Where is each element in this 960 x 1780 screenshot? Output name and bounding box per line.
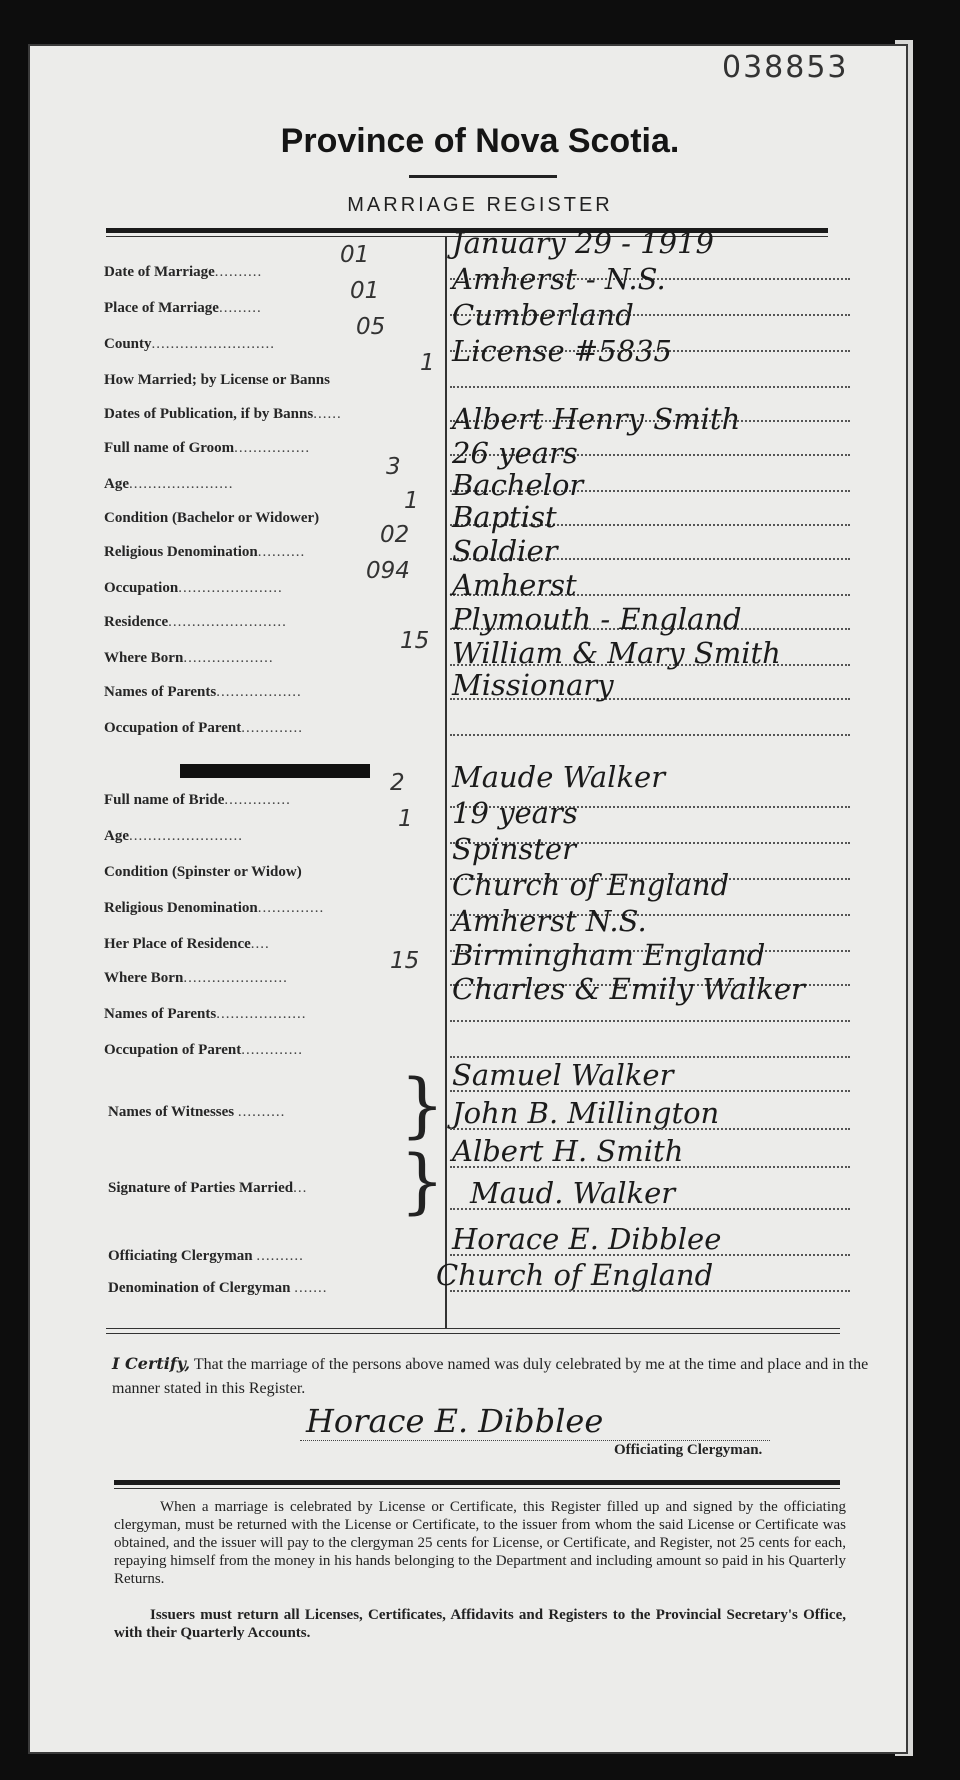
field-code: 1 — [404, 488, 419, 514]
field-label — [104, 650, 274, 667]
field-label — [104, 900, 324, 917]
witness-1: Samuel Walker — [452, 1058, 674, 1092]
field-label — [104, 1006, 306, 1023]
leader-dots: ......... — [218, 300, 262, 316]
field-value: Missionary — [452, 668, 614, 702]
field-label-text: Occupation — [104, 580, 179, 596]
signature-bride: Maud. Walker — [470, 1176, 676, 1210]
leader-dots: ................... — [183, 650, 274, 666]
signature-groom-line — [450, 1166, 850, 1168]
field-value: Plymouth - England — [452, 602, 742, 636]
field-label-text: Full name of Bride — [104, 792, 225, 808]
field-value: Church of England — [452, 868, 730, 902]
field-label — [104, 264, 262, 281]
field-label-text: How Married; by License or Banns — [104, 372, 330, 388]
signatures-brace: } — [400, 1140, 445, 1222]
certify-lead: I Certify, — [112, 1354, 191, 1373]
field-label-text: Names of Parents — [104, 684, 217, 700]
certify-top-rule-2 — [106, 1333, 840, 1334]
field-label — [104, 510, 319, 527]
leader-dots: ................... — [216, 1006, 307, 1022]
field-value: 26 years — [452, 436, 578, 470]
signature-bride-line — [450, 1208, 850, 1210]
serial-number: 038853 — [722, 50, 849, 85]
field-label — [104, 336, 275, 353]
field-value: Bachelor — [452, 468, 584, 502]
field-code: 02 — [380, 522, 410, 548]
witness-2: John B. Millington — [452, 1096, 720, 1130]
field-label — [104, 936, 270, 953]
column-divider — [445, 236, 447, 1328]
field-code: 01 — [350, 278, 380, 304]
field-label-text: Place of Marriage — [104, 300, 219, 316]
page-subtitle: MARRIAGE REGISTER — [347, 194, 613, 216]
field-label — [104, 1042, 303, 1059]
field-code: 3 — [386, 454, 401, 480]
leader-dots: .......... — [257, 544, 306, 560]
field-label-text: Occupation of Parent — [104, 720, 242, 736]
clergy-signature-line — [300, 1440, 770, 1441]
field-label — [104, 720, 303, 737]
officiating-clergyman-value: Horace E. Dibblee — [452, 1222, 722, 1256]
leader-dots: ...................... — [178, 580, 283, 596]
footer-rule — [114, 1480, 840, 1485]
leader-dots: .................. — [216, 684, 302, 700]
field-label — [104, 372, 330, 389]
field-value: Charles & Emily Walker — [452, 972, 805, 1006]
field-label-text: Residence — [104, 614, 169, 630]
clergy-signature-caption: Officiating Clergyman. — [614, 1442, 763, 1458]
signature-groom: Albert H. Smith — [452, 1134, 684, 1168]
field-label — [104, 614, 287, 631]
field-value: Spinster — [452, 832, 576, 866]
clergy-denomination-label: Denomination of Clergyman ....... — [108, 1280, 328, 1296]
leader-dots: ............. — [241, 1042, 303, 1058]
field-label-text: County — [104, 336, 152, 352]
officiating-clergyman-label: Officiating Clergyman .......... — [108, 1248, 304, 1264]
field-label-text: Names of Parents — [104, 1006, 217, 1022]
field-value: Amherst - N.S. — [452, 262, 666, 296]
witnesses-label: Names of Witnesses .......... — [108, 1104, 286, 1120]
field-label-text: Dates of Publication, if by Banns — [104, 406, 314, 422]
field-value: Maude Walker — [452, 760, 666, 794]
field-code: 2 — [390, 770, 405, 796]
redaction-bar — [180, 764, 370, 778]
field-value: Birmingham England — [452, 938, 766, 972]
footer-return-notice: Issuers must return all Licenses, Certificates, Affidavits and Registers to the Provincial Secretary's Office, with their Quarterly Accounts. — [114, 1607, 846, 1641]
field-value: Cumberland — [452, 298, 634, 332]
witness-2-line — [450, 1128, 850, 1130]
field-label-text: Religious Denomination — [104, 900, 258, 916]
field-label — [104, 970, 288, 987]
field-entry-line — [450, 1020, 850, 1022]
field-label — [104, 406, 342, 423]
field-label — [104, 828, 243, 845]
field-label — [104, 864, 302, 881]
leader-dots: ......................... — [168, 614, 287, 630]
field-label — [104, 792, 291, 809]
field-code: 15 — [400, 628, 430, 654]
title-underline — [409, 175, 557, 178]
field-entry-line — [450, 386, 850, 388]
clergy-signature: Horace E. Dibblee — [306, 1402, 604, 1440]
leader-dots: .......................... — [151, 336, 276, 352]
leader-dots: .......... — [214, 264, 263, 280]
field-value: Albert Henry Smith — [452, 402, 741, 436]
field-label — [104, 684, 302, 701]
field-label — [104, 300, 262, 317]
footer-rule-thin — [114, 1488, 840, 1489]
field-value: Amherst — [452, 568, 577, 602]
field-label — [104, 440, 310, 457]
field-label-text: Age — [104, 476, 129, 492]
witness-1-line — [450, 1090, 850, 1092]
field-label — [104, 476, 234, 493]
field-label-text: Condition (Spinster or Widow) — [104, 864, 302, 880]
field-entry-line — [450, 734, 850, 736]
field-label-text: Her Place of Residence — [104, 936, 251, 952]
footer-instructions: When a marriage is celebrated by License or Certificate, this Register filled up and signed by the officiating clergyman, must be returned with the License or Certificate, to the issuer from whom the said License or Certificate was obtained, and the issuer will pay to the clergyman 25 cents for License, or Certificate, and Register, not 25 cents for each, repaying himself from the money in his hands belonging to the Department and including amount so paid in his Quarterly Returns. — [114, 1499, 846, 1587]
field-code: 1 — [398, 806, 413, 832]
field-value: William & Mary Smith — [452, 636, 781, 670]
field-value: License #5835 — [452, 334, 672, 368]
field-code: 1 — [420, 350, 435, 376]
certification-text — [112, 1352, 872, 1401]
leader-dots: ................ — [234, 440, 311, 456]
leader-dots: .............. — [257, 900, 325, 916]
page-title: Province of Nova Scotia. — [280, 122, 680, 160]
field-label-text: Where Born — [104, 970, 184, 986]
field-label-text: Age — [104, 828, 129, 844]
field-value: Baptist — [452, 500, 557, 534]
field-label-text: Full name of Groom — [104, 440, 235, 456]
leader-dots: ...................... — [129, 476, 234, 492]
field-code: 01 — [340, 242, 370, 268]
field-value: Amherst N.S. — [452, 904, 647, 938]
field-label-text: Date of Marriage — [104, 264, 215, 280]
leader-dots: ........................ — [129, 828, 243, 844]
certify-top-rule — [106, 1328, 840, 1329]
field-code: 05 — [356, 314, 386, 340]
field-value: Soldier — [452, 534, 558, 568]
signatures-label: Signature of Parties Married... — [108, 1180, 308, 1196]
field-code: 094 — [366, 558, 410, 584]
officiating-clergyman-line — [450, 1254, 850, 1256]
field-label — [104, 544, 305, 561]
clergy-denomination-line — [450, 1290, 850, 1292]
leader-dots: ............. — [241, 720, 303, 736]
leader-dots: .............. — [224, 792, 291, 808]
field-label-text: Condition (Bachelor or Widower) — [104, 510, 320, 526]
leader-dots: ...... — [313, 406, 342, 422]
certify-body: That the marriage of the persons above named was duly celebrated by me at the time and place and in the manner stated in this Register. — [112, 1356, 869, 1397]
field-code: 15 — [390, 948, 420, 974]
leader-dots: ...................... — [183, 970, 288, 986]
field-label-text: Where Born — [104, 650, 184, 666]
field-value: January 29 - 1919 — [452, 226, 714, 260]
field-label — [104, 580, 283, 597]
clergy-denomination-value: Church of England — [436, 1258, 714, 1292]
field-value: 19 years — [452, 796, 578, 830]
witnesses-brace: } — [400, 1064, 445, 1146]
field-label-text: Occupation of Parent — [104, 1042, 242, 1058]
leader-dots: .... — [250, 936, 270, 952]
field-label-text: Religious Denomination — [104, 544, 258, 560]
